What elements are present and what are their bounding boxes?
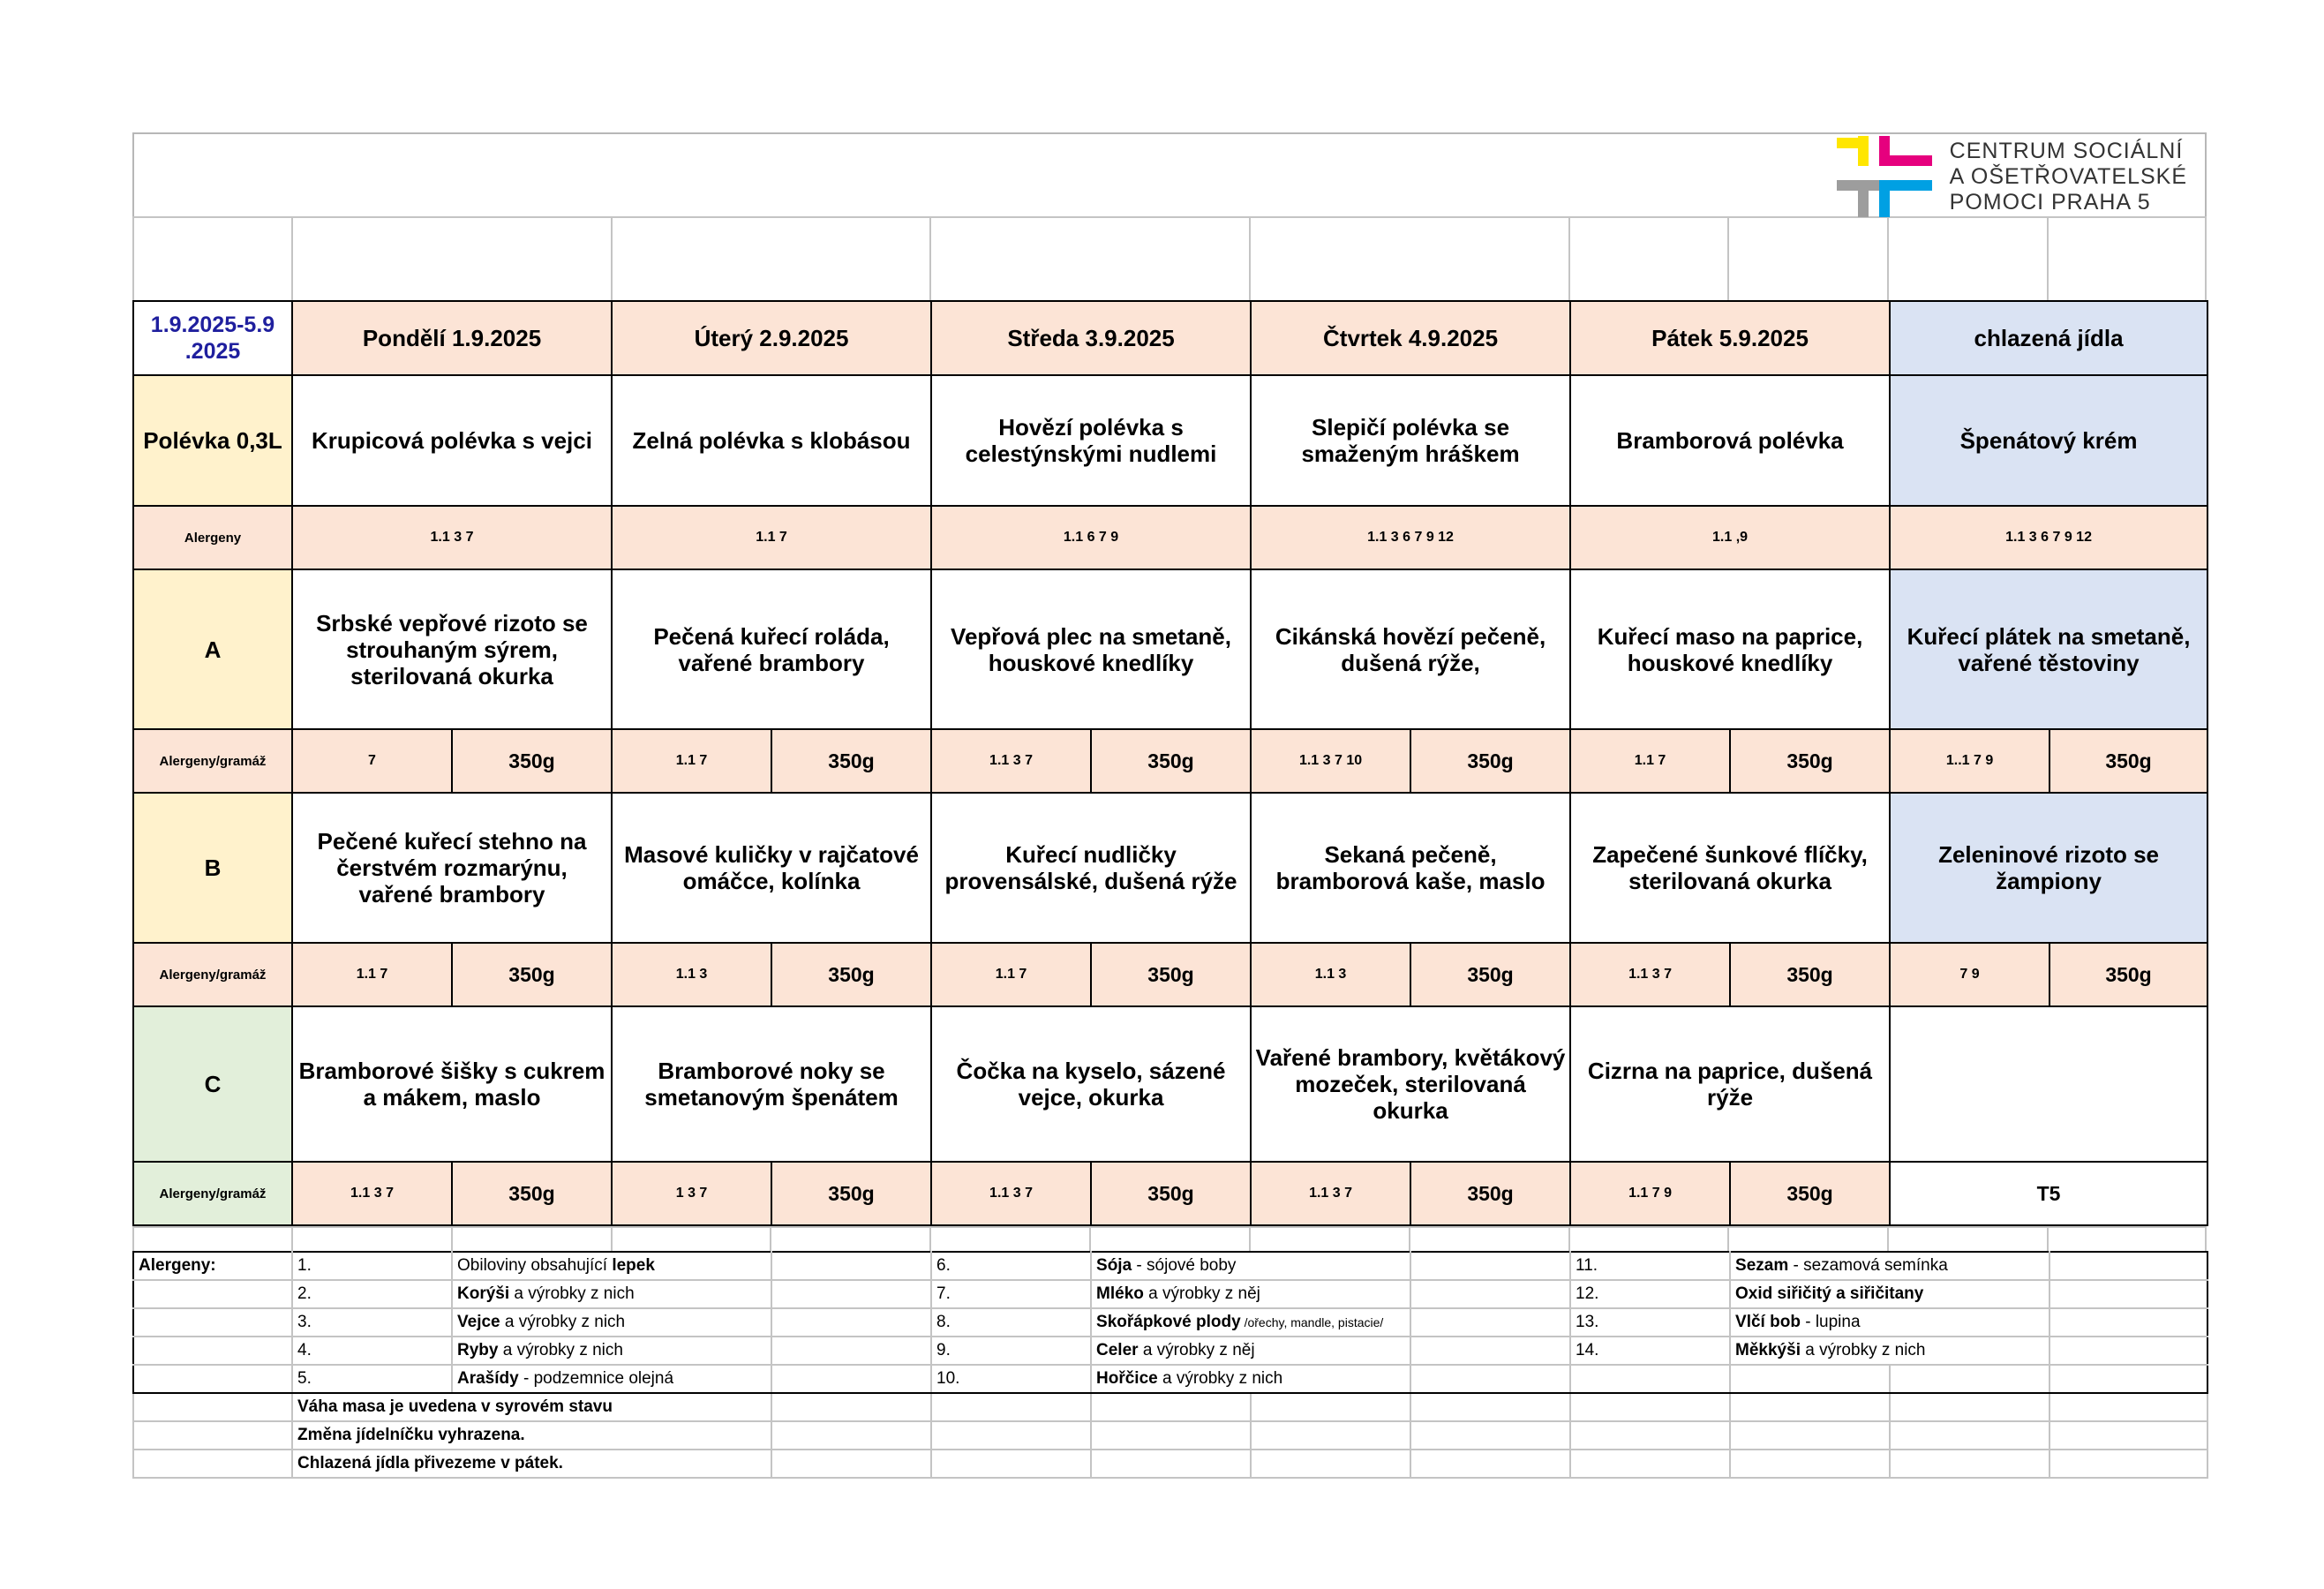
meal-b-allergens-wed: 1.1 7 bbox=[931, 943, 1091, 1006]
legend-num-9: 9. bbox=[931, 1337, 1091, 1365]
meal-c-fri: Cizrna na paprice, dušená rýže bbox=[1570, 1006, 1890, 1162]
meal-b-tue: Masové kuličky v rajčatové omáčce, kolínka bbox=[612, 793, 931, 943]
meal-a-allergens-cold: 1..1 7 9 bbox=[1890, 729, 2049, 793]
day-header-cold: chlazená jídla bbox=[1890, 301, 2207, 375]
meal-b-grams-wed: 350g bbox=[1091, 943, 1251, 1006]
meal-c-thu: Vařené brambory, květákový mozeček, sterilovaná okurka bbox=[1251, 1006, 1570, 1162]
soup-allergens-fri: 1.1 ,9 bbox=[1570, 506, 1890, 569]
allergen-legend bbox=[132, 1251, 2208, 1479]
day-header-tue: Úterý 2.9.2025 bbox=[612, 301, 931, 375]
meal-a-fri: Kuřecí maso na paprice, houskové knedlíky bbox=[1570, 569, 1890, 729]
meal-b-fri: Zapečené šunkové flíčky, sterilovaná okurka bbox=[1570, 793, 1890, 943]
note-change: Změna jídelníčku vyhrazena. bbox=[292, 1421, 771, 1450]
day-header-wed: Středa 3.9.2025 bbox=[931, 301, 1251, 375]
meal-c-grams-mon: 350g bbox=[452, 1162, 612, 1225]
meal-b-grams-mon: 350g bbox=[452, 943, 612, 1006]
legend-num-12: 12. bbox=[1570, 1280, 1730, 1308]
logo-line-1: CENTRUM SOCIÁLNÍ bbox=[1949, 138, 2184, 163]
meal-c-allergens-wed: 1.1 3 7 bbox=[931, 1162, 1091, 1225]
meal-a-grams-tue: 350g bbox=[771, 729, 931, 793]
soup-cold: Špenátový krém bbox=[1890, 375, 2207, 506]
menu-sheet bbox=[132, 132, 2207, 1479]
meal-b-allergens-thu: 1.1 3 bbox=[1251, 943, 1410, 1006]
soup-allergens-thu: 1.1 3 6 7 9 12 bbox=[1251, 506, 1570, 569]
legend-item-1: Obiloviny obsahující lepek bbox=[452, 1252, 771, 1280]
note-cold-delivery: Chlazená jídla přivezeme v pátek. bbox=[292, 1450, 771, 1478]
meal-a-allergen-label: Alergeny/gramáž bbox=[133, 729, 292, 793]
meal-a-grams-fri: 350g bbox=[1730, 729, 1890, 793]
meal-b-allergens-mon: 1.1 7 bbox=[292, 943, 452, 1006]
meal-a-grams-cold: 350g bbox=[2049, 729, 2207, 793]
legend-item-2: Korýši a výrobky z nich bbox=[452, 1280, 771, 1308]
meal-b-thu: Sekaná pečeně, bramborová kaše, maslo bbox=[1251, 793, 1570, 943]
legend-item-11: Sezam - sezamová semínka bbox=[1730, 1252, 2049, 1280]
soup-label: Polévka 0,3L bbox=[133, 375, 292, 506]
legend-num-11: 11. bbox=[1570, 1252, 1730, 1280]
meal-a-label: A bbox=[133, 569, 292, 729]
meal-b-allergens-tue: 1.1 3 bbox=[612, 943, 771, 1006]
legend-num-8: 8. bbox=[931, 1308, 1091, 1337]
meal-a-grams-mon: 350g bbox=[452, 729, 612, 793]
soup-allergens-tue: 1.1 7 bbox=[612, 506, 931, 569]
soup-wed: Hovězí polévka s celestýnskými nudlemi bbox=[931, 375, 1251, 506]
soup-thu: Slepičí polévka se smaženým hráškem bbox=[1251, 375, 1570, 506]
legend-num-1: 1. bbox=[292, 1252, 452, 1280]
meal-c-grams-wed: 350g bbox=[1091, 1162, 1251, 1225]
legend-num-5: 5. bbox=[292, 1365, 452, 1393]
meal-a-tue: Pečená kuřecí roláda, vařené brambory bbox=[612, 569, 931, 729]
organization-logo bbox=[1837, 136, 2187, 217]
day-header-thu: Čtvrtek 4.9.2025 bbox=[1251, 301, 1570, 375]
meal-b-allergen-row bbox=[133, 943, 2207, 1006]
legend-item-5: Arašídy - podzemnice olejná bbox=[452, 1365, 771, 1393]
meal-c-allergen-label: Alergeny/gramáž bbox=[133, 1162, 292, 1225]
meal-b-label: B bbox=[133, 793, 292, 943]
meal-c-grams-thu: 350g bbox=[1410, 1162, 1570, 1225]
soup-allergens-wed: 1.1 6 7 9 bbox=[931, 506, 1251, 569]
legend-num-4: 4. bbox=[292, 1337, 452, 1365]
meal-c-allergen-row bbox=[133, 1162, 2207, 1225]
meal-b-mon: Pečené kuřecí stehno na čerstvém rozmarýnu, vařené brambory bbox=[292, 793, 612, 943]
legend-item-7: Mléko a výrobky z něj bbox=[1091, 1280, 1410, 1308]
meal-a-row bbox=[133, 569, 2207, 729]
meal-c-grams-tue: 350g bbox=[771, 1162, 931, 1225]
legend-row-1 bbox=[133, 1252, 2207, 1280]
meal-b-cold: Zeleninové rizoto se žampiony bbox=[1890, 793, 2207, 943]
day-header-fri: Pátek 5.9.2025 bbox=[1570, 301, 1890, 375]
meal-b-allergens-cold: 7 9 bbox=[1890, 943, 2049, 1006]
meal-c-wed: Čočka na kyselo, sázené vejce, okurka bbox=[931, 1006, 1251, 1162]
meal-b-grams-thu: 350g bbox=[1410, 943, 1570, 1006]
meal-a-cold: Kuřecí plátek na smetaně, vařené těstoviny bbox=[1890, 569, 2207, 729]
day-header-mon: Pondělí 1.9.2025 bbox=[292, 301, 612, 375]
meal-a-thu: Cikánská hovězí pečeně, dušená rýže, bbox=[1251, 569, 1570, 729]
legend-num-7: 7. bbox=[931, 1280, 1091, 1308]
meal-a-mon: Srbské vepřové rizoto se strouhaným sýrem, sterilovaná okurka bbox=[292, 569, 612, 729]
meal-c-allergens-mon: 1.1 3 7 bbox=[292, 1162, 452, 1225]
soup-allergen-label: Alergeny bbox=[133, 506, 292, 569]
meal-c-cold-code: T5 bbox=[1890, 1162, 2207, 1225]
meal-c-allergens-thu: 1.1 3 7 bbox=[1251, 1162, 1410, 1225]
soup-allergens-cold: 1.1 3 6 7 9 12 bbox=[1890, 506, 2207, 569]
legend-item-10: Hořčice a výrobky z nich bbox=[1091, 1365, 1410, 1393]
meal-c-mon: Bramborové šišky s cukrem a mákem, maslo bbox=[292, 1006, 612, 1162]
legend-num-14: 14. bbox=[1570, 1337, 1730, 1365]
note-row-2 bbox=[133, 1421, 2207, 1450]
meal-a-allergens-thu: 1.1 3 7 10 bbox=[1251, 729, 1410, 793]
legend-num-6: 6. bbox=[931, 1252, 1091, 1280]
meal-a-allergens-mon: 7 bbox=[292, 729, 452, 793]
legend-item-14: Měkkýši a výrobky z nich bbox=[1730, 1337, 2049, 1365]
meal-b-grams-cold: 350g bbox=[2049, 943, 2207, 1006]
meal-b-wed: Kuřecí nudličky provensálské, dušená rýže bbox=[931, 793, 1251, 943]
legend-row-5 bbox=[133, 1365, 2207, 1393]
soup-allergen-row bbox=[133, 506, 2207, 569]
logo-line-3: POMOCI PRAHA 5 bbox=[1949, 189, 2151, 215]
meal-b-grams-tue: 350g bbox=[771, 943, 931, 1006]
legend-item-4: Ryby a výrobky z nich bbox=[452, 1337, 771, 1365]
meal-a-grams-wed: 350g bbox=[1091, 729, 1251, 793]
legend-item-13: Vlčí bob - lupina bbox=[1730, 1308, 2049, 1337]
day-header-row bbox=[133, 301, 2207, 375]
meal-c-allergens-tue: 1 3 7 bbox=[612, 1162, 771, 1225]
note-row-3 bbox=[133, 1450, 2207, 1478]
note-row-1 bbox=[133, 1393, 2207, 1421]
soup-allergens-mon: 1.1 3 7 bbox=[292, 506, 612, 569]
meal-b-allergen-label: Alergeny/gramáž bbox=[133, 943, 292, 1006]
meal-b-allergens-fri: 1.1 3 7 bbox=[1570, 943, 1730, 1006]
meal-c-label: C bbox=[133, 1006, 292, 1162]
soup-tue: Zelná polévka s klobásou bbox=[612, 375, 931, 506]
legend-item-6: Sója - sójové boby bbox=[1091, 1252, 1410, 1280]
meal-a-allergen-row bbox=[133, 729, 2207, 793]
meal-c-grams-fri: 350g bbox=[1730, 1162, 1890, 1225]
empty-grid-row bbox=[132, 216, 2207, 300]
meal-a-wed: Vepřová plec na smetaně, houskové knedlíky bbox=[931, 569, 1251, 729]
legend-row-3 bbox=[133, 1308, 2207, 1337]
legend-item-9: Celer a výrobky z něj bbox=[1091, 1337, 1410, 1365]
legend-item-3: Vejce a výrobky z nich bbox=[452, 1308, 771, 1337]
meal-a-grams-thu: 350g bbox=[1410, 729, 1570, 793]
meal-b-grams-fri: 350g bbox=[1730, 943, 1890, 1006]
meal-c-allergens-fri: 1.1 7 9 bbox=[1570, 1162, 1730, 1225]
menu-period: 1.9.2025-5.9 .2025 bbox=[133, 301, 292, 375]
legend-row-2 bbox=[133, 1280, 2207, 1308]
soup-mon: Krupicová polévka s vejci bbox=[292, 375, 612, 506]
logo-line-2: A OŠETŘOVATELSKÉ bbox=[1949, 163, 2187, 189]
legend-item-8: Skořápkové plody /ořechy, mandle, pistacie/ bbox=[1091, 1308, 1410, 1337]
legend-item-12: Oxid siřičitý a siřičitany bbox=[1730, 1280, 2049, 1308]
meal-a-allergens-fri: 1.1 7 bbox=[1570, 729, 1730, 793]
meal-c-tue: Bramborové noky se smetanovým špenátem bbox=[612, 1006, 931, 1162]
legend-num-2: 2. bbox=[292, 1280, 452, 1308]
cross-logo-icon bbox=[1837, 136, 1936, 217]
weekly-menu-table bbox=[132, 300, 2208, 1226]
meal-c-row bbox=[133, 1006, 2207, 1162]
meal-b-row bbox=[133, 793, 2207, 943]
meal-c-cold bbox=[1890, 1006, 2207, 1162]
header-row bbox=[132, 132, 2207, 216]
legend-title: Alergeny: bbox=[133, 1252, 292, 1280]
soup-row bbox=[133, 375, 2207, 506]
meal-a-allergens-wed: 1.1 3 7 bbox=[931, 729, 1091, 793]
legend-num-10: 10. bbox=[931, 1365, 1091, 1393]
legend-num-13: 13. bbox=[1570, 1308, 1730, 1337]
note-weight: Váha masa je uvedena v syrovém stavu bbox=[292, 1393, 771, 1421]
spacer-grid-row bbox=[132, 1226, 2207, 1251]
logo-text bbox=[1950, 139, 2187, 215]
legend-row-4 bbox=[133, 1337, 2207, 1365]
legend-num-3: 3. bbox=[292, 1308, 452, 1337]
meal-a-allergens-tue: 1.1 7 bbox=[612, 729, 771, 793]
soup-fri: Bramborová polévka bbox=[1570, 375, 1890, 506]
